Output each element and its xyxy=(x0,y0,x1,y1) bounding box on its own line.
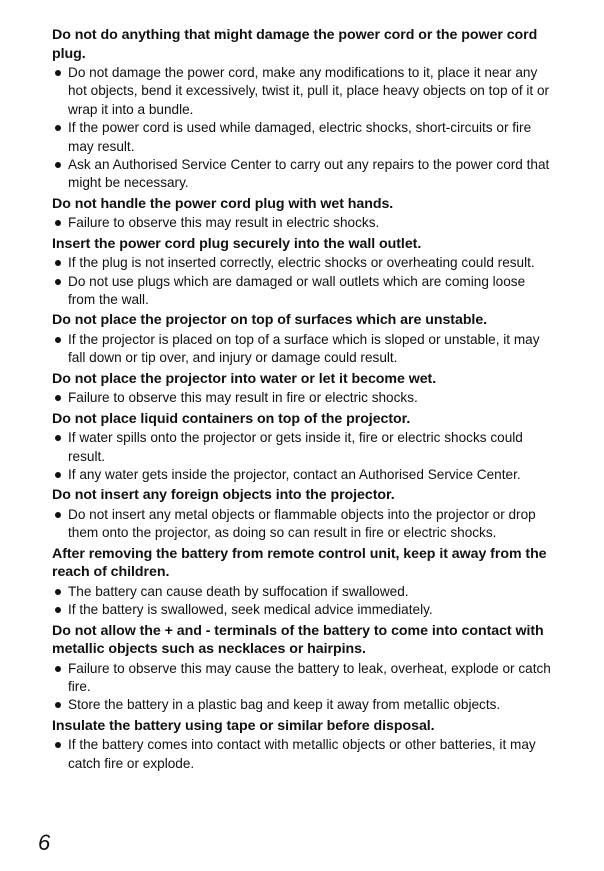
bullet-item: Store the battery in a plastic bag and keep it away from metallic objects. xyxy=(52,696,552,714)
section-heading: Do not place the projector on top of surfaces which are unstable. xyxy=(52,312,488,329)
section-power-cord-damage xyxy=(52,26,552,193)
section-water xyxy=(52,370,552,408)
section-unstable-surfaces xyxy=(52,311,552,367)
bullet-item: If the power cord is used while damaged, electric shocks, short-circuits or fire may result. xyxy=(52,119,552,156)
bullet-item: Failure to observe this may cause the battery to leak, overheat, explode or catch fire. xyxy=(52,660,552,697)
bullet-item: If the plug is not inserted correctly, electric shocks or overheating could result. xyxy=(52,254,552,272)
bullet-list xyxy=(52,736,552,773)
bullet-item: If the battery is swallowed, seek medical advice immediately. xyxy=(52,601,552,619)
bullet-item: If the battery comes into contact with metallic objects or other batteries, it may catch fire or explode. xyxy=(52,736,552,773)
section-battery-disposal xyxy=(52,717,552,773)
section-battery-children xyxy=(52,545,552,620)
bullet-item: Do not insert any metal objects or flammable objects into the projector or drop them onto the projector, as doing so can result in fire or electric shocks. xyxy=(52,506,552,543)
section-heading: Do not place the projector into water or let it become wet. xyxy=(52,370,437,387)
section-battery-terminals xyxy=(52,622,552,715)
bullet-item: Ask an Authorised Service Center to carry out any repairs to the power cord that might be necessary. xyxy=(52,156,552,193)
bullet-list xyxy=(52,429,552,484)
section-heading: Do not do anything that might damage the power cord or the power cord plug. xyxy=(52,27,538,62)
document-page xyxy=(52,26,552,775)
section-heading: Do not place liquid containers on top of the projector. xyxy=(52,410,411,427)
section-insert-plug xyxy=(52,235,552,310)
bullet-list xyxy=(52,583,552,620)
section-heading: Insulate the battery using tape or similar before disposal. xyxy=(52,717,435,734)
section-heading: Do not insert any foreign objects into the projector. xyxy=(52,487,395,504)
bullet-item: If any water gets inside the projector, contact an Authorised Service Center. xyxy=(52,466,552,484)
section-wet-hands xyxy=(52,195,552,233)
section-foreign-objects xyxy=(52,486,552,542)
section-heading: Do not handle the power cord plug with wet hands. xyxy=(52,195,394,212)
section-heading: After removing the battery from remote control unit, keep it away from the reach of children. xyxy=(52,545,547,581)
bullet-item: If water spills onto the projector or gets inside it, fire or electric shocks could result. xyxy=(52,429,552,466)
bullet-item: The battery can cause death by suffocation if swallowed. xyxy=(52,583,552,601)
bullet-list xyxy=(52,660,552,715)
section-liquid-containers xyxy=(52,410,552,485)
bullet-list xyxy=(52,64,552,193)
section-heading: Do not allow the + and - terminals of the battery to come into contact with metallic objects such as necklaces or hairpins. xyxy=(52,622,544,658)
bullet-item: Failure to observe this may result in fire or electric shocks. xyxy=(52,389,552,407)
bullet-item: Do not use plugs which are damaged or wall outlets which are coming loose from the wall. xyxy=(52,273,552,310)
bullet-list xyxy=(52,389,552,407)
bullet-item: Do not damage the power cord, make any modifications to it, place it near any hot objects, bend it excessively, twist it, pull it, place heavy objects on top of it or wrap it into a bundle. xyxy=(52,64,552,119)
bullet-item: If the projector is placed on top of a surface which is sloped or unstable, it may fall down or tip over, and injury or damage could result. xyxy=(52,331,552,368)
bullet-list xyxy=(52,254,552,309)
section-heading: Insert the power cord plug securely into the wall outlet. xyxy=(52,235,422,252)
bullet-item: Failure to observe this may result in electric shocks. xyxy=(52,214,552,232)
bullet-list xyxy=(52,214,552,232)
bullet-list xyxy=(52,331,552,368)
bullet-list xyxy=(52,506,552,543)
page-number: 6 xyxy=(38,830,51,855)
